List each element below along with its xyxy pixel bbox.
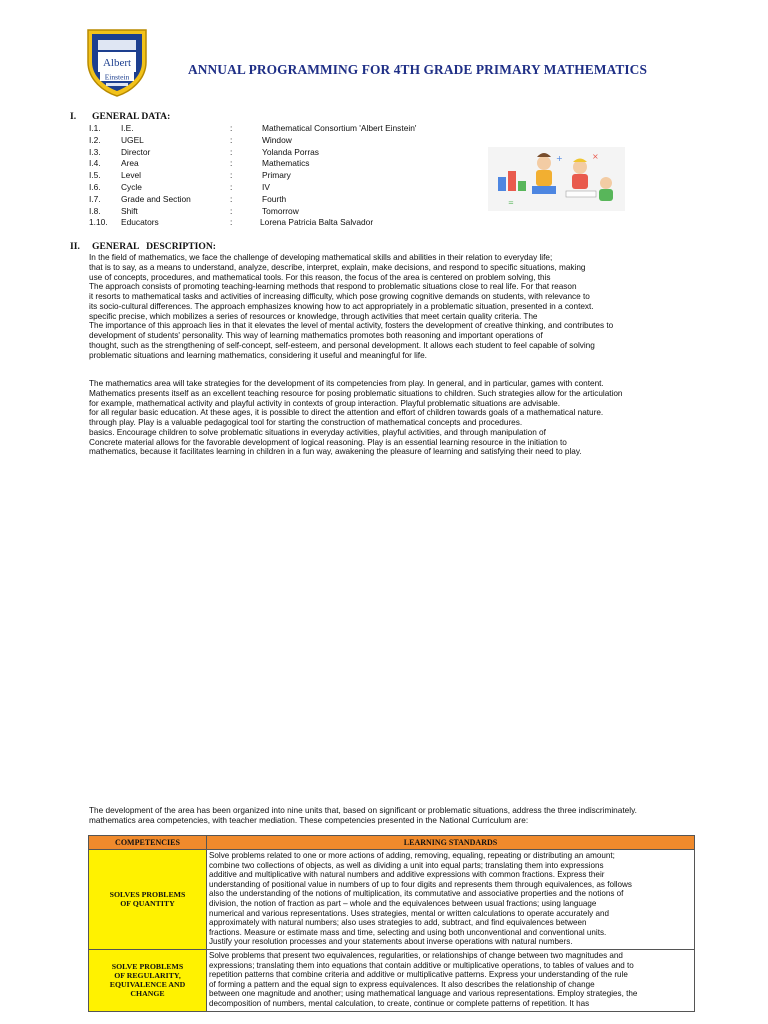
shield-emblem-icon <box>84 26 150 98</box>
competencies-table <box>88 835 695 1012</box>
children-math-illustration <box>488 147 625 211</box>
competency-cell: SOLVES PROBLEMS OF QUANTITY <box>89 850 207 950</box>
document-title: ANNUAL PROGRAMMING FOR 4TH GRADE PRIMARY MATHEMATICS <box>188 62 648 77</box>
logo-word-2: Einstein <box>104 72 130 82</box>
school-logo <box>84 26 150 98</box>
section-2-number: II. <box>70 241 80 252</box>
standard-cell: Solve problems that present two equivalences, regularities, or relationships of change between two magnitudes and expressions; translating them into equations that contain additive or multiplicative operations, to tables of values and to repetition patterns that combine criteria and additive or multiplicative patterns. Express your understanding of the rule of forming a pattern and the equal sign to express equivalences. It also describes the relationship of change between one magnitude and another; using mathematical language and various representations. Employ strategies, the decomposition of numbers, mental calculation, to create, continue or complete patterns of repetition. It has <box>207 949 695 1011</box>
header-learning-standards: LEARNING STANDARDS <box>207 836 695 850</box>
svg-text:=: = <box>508 199 514 207</box>
description-paragraph-1: In the field of mathematics, we face the challenge of developing mathematical skills and abilities in their relation to everyday life; that is to say, as a means to understand, analyze, describe, interpret, explain, make decisions, and respond to specific situations, making use of concepts, procedures, and mathematical tools. For this reason, the focus of the area is centered on problem solving, this The approach consists of promoting teaching-learning methods that respond to problematic situations close to real life. For that reason it resorts to mathematical tasks and activities of increasing difficulty, which pose growing cognitive demands on students, with relevance to its socio-cultural differences. The approach emphasizes knowing how to act appropriately in a problematic situation, presented in a context. specific precise, which mobilizes a series of resources or knowledge, through activities that meet certain quality criteria. The The importance of this approach lies in that it elevates the level of mental activity, fosters the development of creative thinking, and contributes to development of students' personality. This way of learning mathematics promotes both reasoning and important operations of thought, such as the strengthening of self-concept, self-esteem, and personal development. It allows each student to feel capable of solving problematic situations and learning mathematics, considering it useful and meaningful for life. <box>89 253 614 360</box>
logo-word-1: Albert <box>102 57 132 69</box>
header-competencies: COMPETENCIES <box>89 836 207 850</box>
standard-cell: Solve problems related to one or more actions of adding, removing, equaling, repeating or distributing an amount; combine two collections of objects, as well as dividing a unit into equal parts; translating them into expressions additive and multiplicative with natural numbers and additive expressions with common fractions. Express their understanding of positional value in numbers of up to four digits and represents them through equivalences, as follows also the understanding of the notions of multiplication, its commutative and associative properties and the notions of division, the notion of fraction as part – whole and the equivalences between usual fractions; using language numerical and various representations. Uses strategies, mental or written calculations to operate accurately and approximately with natural numbers; also uses strategies to add, subtract, and find equivalences between fractions. Measure or estimate mass and time, selecting and using both unconventional and conventional units. Justify your resolution processes and your statements about inverse operations with natural numbers. <box>207 850 695 950</box>
svg-text:+: + <box>556 154 563 163</box>
section-1-heading: GENERAL DATA: <box>92 111 171 122</box>
units-intro-text: The development of the area has been organized into nine units that, based on significant or problematic situations, address the three indiscriminately. mathematics area competencies, with teacher mediation. These competencies presented in the National Curriculum are: <box>89 806 637 825</box>
competency-cell: SOLVE PROBLEMS OF REGULARITY, EQUIVALENCE AND CHANGE <box>89 949 207 1011</box>
table-row <box>89 949 695 1011</box>
section-1-number: I. <box>70 111 77 122</box>
svg-text:×: × <box>592 152 599 161</box>
table-row <box>89 850 695 950</box>
section-2-heading: GENERAL DESCRIPTION: <box>92 241 216 252</box>
description-paragraph-2: The mathematics area will take strategies for the development of its competencies from play. In general, and in particular, games with content. Mathematics presents itself as an excellent teaching resource for posing problematic situations to children. Such strategies allow for the articulation for example, mathematical activity and playful activity in contexts of group interaction. Playful problematic situations are advisable. for all regular basic education. At these ages, it is possible to direct the attention and effort of children towards goals of a mathematical nature. through play. Play is a valuable pedagogical tool for starting the construction of mathematical concepts and procedures. basics. Encourage children to solve problematic situations in everyday activities, playful activities, and through manipulation of Concrete material allows for the favorable development of logical reasoning. Play is an essential learning resource in the initiation to mathematics, because it facilitates learning in children in a fun way, awakening the pleasure of learning and satisfying their need to play. <box>89 379 623 457</box>
kids-learning-icon <box>488 147 625 211</box>
table-header-row <box>89 836 695 850</box>
